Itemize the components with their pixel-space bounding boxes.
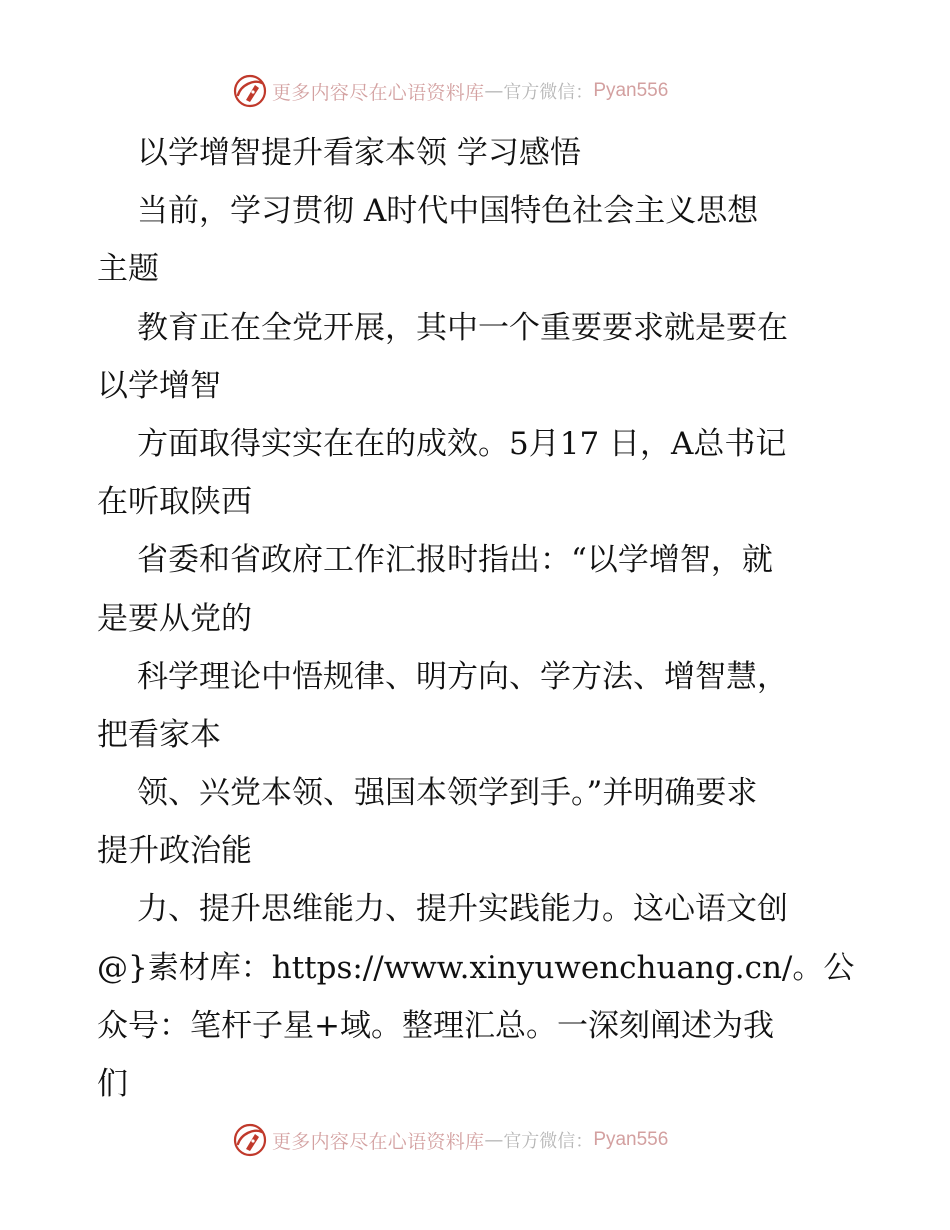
document-title-line: 以学增智提升看家本领 学习感悟 [137, 135, 581, 171]
banner-contact-label: 官方微信： [503, 82, 594, 103]
text-line: 在听取陕西 [97, 484, 252, 521]
text-line: 主题 [97, 251, 159, 288]
text-line: @}素材库：https://www.xinyuwenchuang.cn/。公 [97, 949, 855, 986]
document-body [97, 124, 867, 1113]
header-banner [232, 71, 668, 111]
text-line: 当前，学习贯彻 A时代中国特色社会主义思想 [137, 193, 759, 230]
text-line: 把看家本 [97, 716, 221, 753]
banner-contact-id: Pyan556 [593, 80, 669, 101]
banner-dash: — [484, 80, 504, 102]
text-line: 以学增智 [97, 367, 221, 404]
banner-contact-id: Pyan556 [593, 1129, 669, 1150]
text-line: 提升政治能 [97, 833, 252, 870]
text-line: 省委和省政府工作汇报时指出：“以学增智，就 [137, 542, 773, 579]
pen-nib-logo-icon [232, 73, 268, 109]
text-line: 们 [97, 1066, 128, 1102]
text-line: 众号：笔杆子星+域。整理汇总。一深刻阐述为我 [97, 1007, 774, 1044]
pen-nib-logo-icon [232, 1122, 268, 1158]
banner-slogan: 更多内容尽在心语资料库 [272, 81, 485, 104]
text-line: 科学理论中悟规律、明方向、学方法、增智慧， [137, 658, 788, 695]
banner-slogan: 更多内容尽在心语资料库 [272, 1130, 485, 1153]
banner-contact-label: 官方微信： [503, 1131, 594, 1152]
text-line: 方面取得实实在在的成效。5月17 日，A总书记 [137, 425, 787, 462]
banner-dash: — [484, 1129, 504, 1151]
text-line: 领、兴党本领、强国本领学到手。”并明确要求 [137, 775, 758, 812]
text-line: 教育正在全党开展，其中一个重要要求就是要在 [137, 309, 788, 346]
text-line: 力、提升思维能力、提升实践能力。这心语文创 [137, 891, 788, 928]
text-line: 是要从党的 [97, 600, 252, 637]
footer-banner [232, 1120, 668, 1160]
